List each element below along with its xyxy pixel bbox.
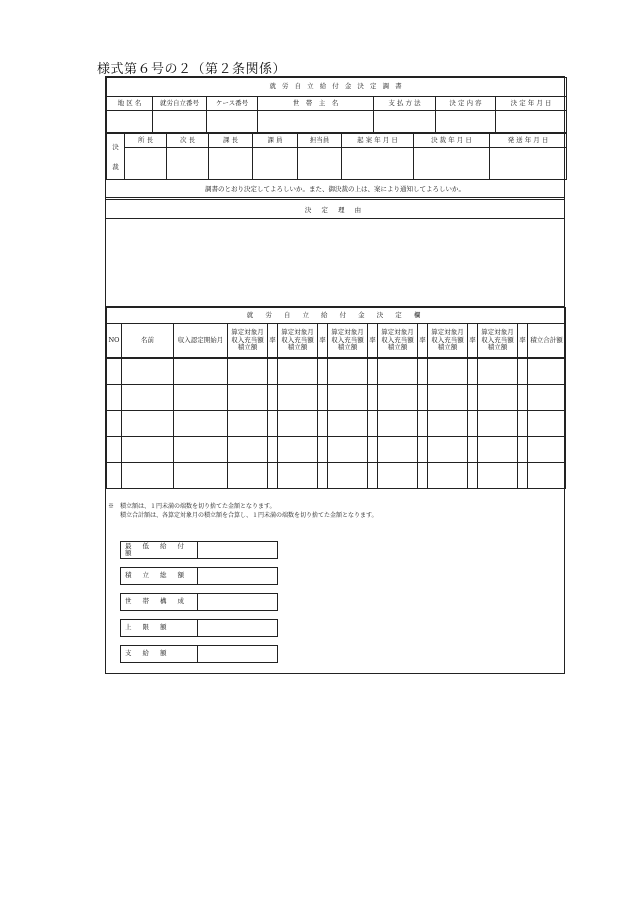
info-header-cell: 支 払 方 法 xyxy=(374,97,436,111)
approval-stamp-field[interactable] xyxy=(209,148,253,180)
table-cell[interactable] xyxy=(428,437,468,463)
table-cell[interactable] xyxy=(468,411,478,437)
table-cell[interactable] xyxy=(174,463,228,489)
table-cell[interactable] xyxy=(468,359,478,385)
table-cell[interactable] xyxy=(528,437,566,463)
table-cell[interactable] xyxy=(478,437,518,463)
info-value-row xyxy=(107,111,567,133)
info-value-field[interactable] xyxy=(107,111,153,133)
table-cell[interactable] xyxy=(468,463,478,489)
table-cell[interactable] xyxy=(228,437,268,463)
reason-section xyxy=(106,199,564,308)
table-cell[interactable] xyxy=(268,385,278,411)
table-cell[interactable] xyxy=(368,411,378,437)
decision-title: 就 労 自 立 給 付 金 決 定 欄 xyxy=(107,308,566,324)
approval-note: 調書のとおり決定してよろしいか。また、御決裁の上は、案により通知してよろしいか。 xyxy=(106,179,564,198)
col-calc-header: 算定対象月 収入充当額 積立額 xyxy=(278,324,318,358)
table-cell[interactable] xyxy=(228,463,268,489)
table-cell[interactable] xyxy=(378,437,418,463)
table-cell[interactable] xyxy=(518,437,528,463)
table-cell[interactable] xyxy=(318,463,328,489)
table-cell[interactable] xyxy=(122,411,174,437)
table-cell[interactable] xyxy=(318,359,328,385)
info-header-cell: ケース番号 xyxy=(207,97,258,111)
table-cell[interactable] xyxy=(278,385,318,411)
table-row xyxy=(107,463,566,489)
table-cell[interactable] xyxy=(478,385,518,411)
table-cell[interactable] xyxy=(368,359,378,385)
info-value-field[interactable] xyxy=(374,111,436,133)
table-cell[interactable] xyxy=(328,359,368,385)
info-value-field[interactable] xyxy=(436,111,496,133)
table-cell[interactable] xyxy=(428,359,468,385)
approval-stamp-field[interactable] xyxy=(253,148,298,180)
table-cell[interactable] xyxy=(518,411,528,437)
summary-value-field[interactable] xyxy=(198,542,278,559)
approval-side-label: 決 裁 xyxy=(107,134,125,180)
table-cell[interactable] xyxy=(478,359,518,385)
table-cell[interactable] xyxy=(518,385,528,411)
info-header-cell: 就労自立番号 xyxy=(153,97,207,111)
col-rate-header: 率 xyxy=(418,324,428,358)
table-cell[interactable] xyxy=(278,359,318,385)
table-cell[interactable] xyxy=(468,437,478,463)
table-cell[interactable] xyxy=(228,385,268,411)
info-value-field[interactable] xyxy=(207,111,258,133)
table-cell[interactable] xyxy=(328,411,368,437)
table-cell[interactable] xyxy=(318,411,328,437)
summary-value-field[interactable] xyxy=(198,568,278,585)
table-cell[interactable] xyxy=(378,385,418,411)
decision-section xyxy=(106,307,564,489)
table-cell[interactable] xyxy=(328,463,368,489)
table-cell[interactable] xyxy=(278,463,318,489)
table-row xyxy=(107,359,566,385)
table-cell[interactable] xyxy=(528,463,566,489)
approval-stamp-field[interactable] xyxy=(125,148,167,180)
col-rate-header: 率 xyxy=(268,324,278,358)
table-cell[interactable] xyxy=(428,385,468,411)
col-calc-header: 算定対象月 収入充当額 積立額 xyxy=(378,324,418,358)
summary-row xyxy=(120,645,278,663)
form-frame xyxy=(105,76,565,674)
table-cell[interactable] xyxy=(368,463,378,489)
table-cell[interactable] xyxy=(107,411,122,437)
info-header-cell: 決 定 年 月 日 xyxy=(496,97,567,111)
approval-stamp-field[interactable] xyxy=(490,148,567,180)
col-name-header: 名前 xyxy=(122,324,174,358)
table-cell[interactable] xyxy=(122,437,174,463)
table-cell[interactable] xyxy=(228,411,268,437)
col-rate-header: 率 xyxy=(518,324,528,358)
summary-value-field[interactable] xyxy=(198,594,278,611)
table-cell[interactable] xyxy=(528,385,566,411)
approval-header-cell: 課 員 xyxy=(253,134,298,148)
table-cell[interactable] xyxy=(528,359,566,385)
table-cell[interactable] xyxy=(174,437,228,463)
table-cell[interactable] xyxy=(228,359,268,385)
info-section xyxy=(106,77,564,133)
table-cell[interactable] xyxy=(122,463,174,489)
table-cell[interactable] xyxy=(268,359,278,385)
table-cell[interactable] xyxy=(318,437,328,463)
table-cell[interactable] xyxy=(428,463,468,489)
note-line: 積立合計額は、各算定対象月の積立額を合算し、１円未満の端数を切り捨てた金額となります。 xyxy=(108,512,378,519)
info-value-field[interactable] xyxy=(153,111,207,133)
table-cell[interactable] xyxy=(518,463,528,489)
form-title: 様式第６号の２（第２条関係） xyxy=(97,62,287,77)
approval-header-row xyxy=(107,134,567,148)
table-cell[interactable] xyxy=(107,359,122,385)
table-cell[interactable] xyxy=(518,359,528,385)
reason-title: 決 定 理 由 xyxy=(106,200,564,219)
approval-stamp-field[interactable] xyxy=(342,148,414,180)
table-cell[interactable] xyxy=(107,437,122,463)
table-cell[interactable] xyxy=(278,437,318,463)
table-cell[interactable] xyxy=(418,385,428,411)
col-calc-header: 算定対象月 収入充当額 積立額 xyxy=(428,324,468,358)
summary-value-field[interactable] xyxy=(198,620,278,637)
approval-section xyxy=(106,133,564,180)
table-cell[interactable] xyxy=(368,437,378,463)
summary-label: 積立総額 xyxy=(121,568,198,585)
col-no-header: NO xyxy=(107,324,122,358)
table-cell[interactable] xyxy=(318,385,328,411)
col-rate-header: 率 xyxy=(318,324,328,358)
table-cell[interactable] xyxy=(268,463,278,489)
table-cell[interactable] xyxy=(378,359,418,385)
table-cell[interactable] xyxy=(418,437,428,463)
table-cell[interactable] xyxy=(478,463,518,489)
table-cell[interactable] xyxy=(378,411,418,437)
summary-value-field[interactable] xyxy=(198,646,278,663)
approval-header-cell: 課 長 xyxy=(209,134,253,148)
info-header-cell: 地 区 名 xyxy=(107,97,153,111)
col-calc-header: 算定対象月 収入充当額 積立額 xyxy=(328,324,368,358)
table-cell[interactable] xyxy=(428,411,468,437)
table-cell[interactable] xyxy=(328,437,368,463)
col-total-header: 積立合計額 xyxy=(528,324,566,358)
approval-header-cell: 決 裁 年 月 日 xyxy=(414,134,490,148)
approval-header-cell: 担当員 xyxy=(298,134,342,148)
summary-row xyxy=(120,593,278,611)
col-calc-header: 算定対象月 収入充当額 積立額 xyxy=(228,324,268,358)
table-cell[interactable] xyxy=(418,411,428,437)
col-rate-header: 率 xyxy=(368,324,378,358)
summary-label: 上限額 xyxy=(121,620,198,637)
table-cell[interactable] xyxy=(418,359,428,385)
info-header-cell: 世 帯 主 名 xyxy=(258,97,374,111)
decision-header-row xyxy=(107,324,566,358)
summary-label: 支給額 xyxy=(121,646,198,663)
approval-stamp-field[interactable] xyxy=(298,148,342,180)
decision-body xyxy=(106,358,566,489)
table-cell[interactable] xyxy=(122,385,174,411)
header-title: 就 労 自 立 給 付 金 決 定 調 書 xyxy=(107,78,567,97)
table-cell[interactable] xyxy=(478,411,518,437)
col-start-month-header: 収入認定開始月 xyxy=(174,324,228,358)
approval-header-cell: 発 送 年 月 日 xyxy=(490,134,567,148)
table-cell[interactable] xyxy=(268,437,278,463)
table-cell[interactable] xyxy=(268,411,278,437)
approval-header-cell: 所 長 xyxy=(125,134,167,148)
info-header-row xyxy=(107,97,567,111)
table-cell[interactable] xyxy=(122,359,174,385)
info-header-cell: 決 定 内 容 xyxy=(436,97,496,111)
table-cell[interactable] xyxy=(278,411,318,437)
notes xyxy=(108,502,378,520)
info-value-field[interactable] xyxy=(258,111,374,133)
table-cell[interactable] xyxy=(468,385,478,411)
table-cell[interactable] xyxy=(107,463,122,489)
summary-row xyxy=(120,567,278,585)
table-cell[interactable] xyxy=(328,385,368,411)
summary-label: 最低給付額 xyxy=(121,542,198,559)
approval-header-cell: 起 案 年 月 日 xyxy=(342,134,414,148)
table-cell[interactable] xyxy=(174,411,228,437)
table-cell[interactable] xyxy=(368,385,378,411)
table-cell[interactable] xyxy=(174,359,228,385)
table-row xyxy=(107,385,566,411)
table-row xyxy=(107,437,566,463)
table-cell[interactable] xyxy=(107,385,122,411)
col-rate-header: 率 xyxy=(468,324,478,358)
col-calc-header: 算定対象月 収入充当額 積立額 xyxy=(478,324,518,358)
summary-label: 世帯構成 xyxy=(121,594,198,611)
approval-header-cell: 次 長 xyxy=(167,134,209,148)
table-cell[interactable] xyxy=(378,463,418,489)
approval-stamp-row xyxy=(107,148,567,180)
approval-stamp-field[interactable] xyxy=(414,148,490,180)
approval-stamp-field[interactable] xyxy=(167,148,209,180)
table-cell[interactable] xyxy=(418,463,428,489)
table-cell[interactable] xyxy=(528,411,566,437)
summary-row xyxy=(120,541,278,559)
table-row xyxy=(107,411,566,437)
table-cell[interactable] xyxy=(174,385,228,411)
note-line: ※ 積立額は、１円未満の端数を切り捨てた金額となります。 xyxy=(108,503,276,510)
info-value-field[interactable] xyxy=(496,111,567,133)
summary-row xyxy=(120,619,278,637)
